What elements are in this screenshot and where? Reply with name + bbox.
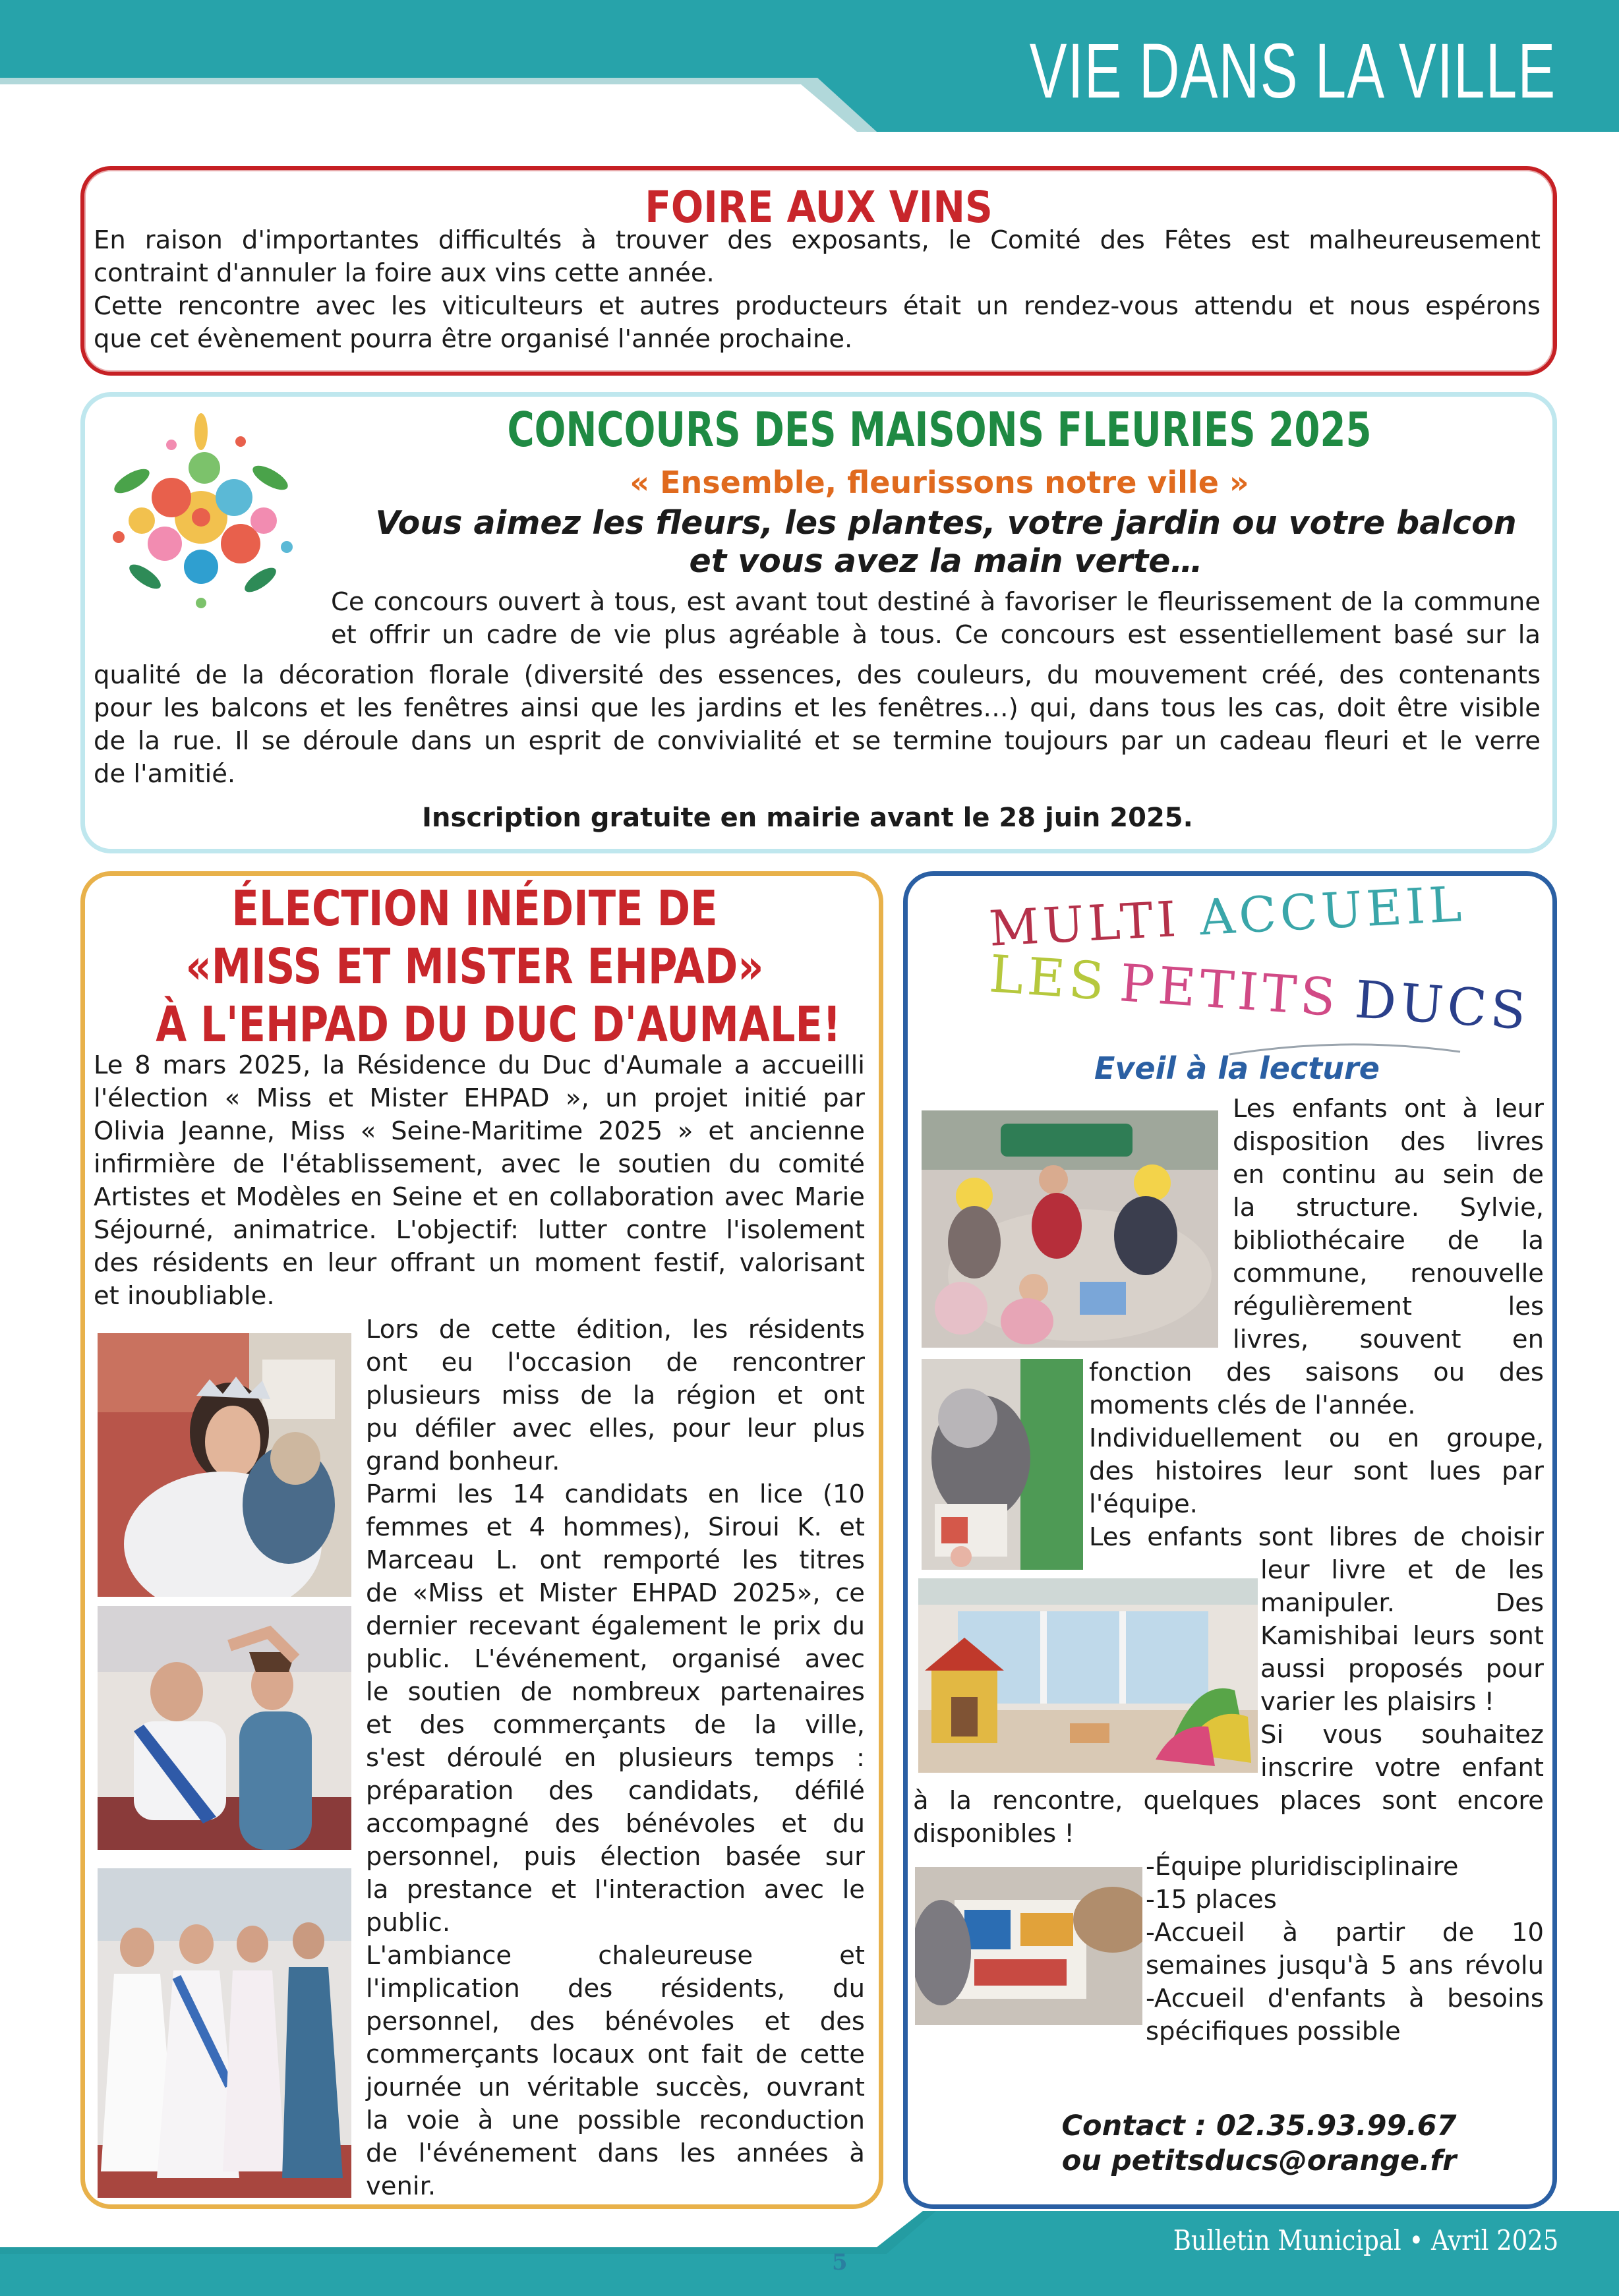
foire-text bbox=[94, 224, 1541, 356]
concours-line: et offrir un cadre de vie plus agréable à tous. Ce concours est essentiellement basé sur la bbox=[331, 620, 1541, 650]
photo-playroom bbox=[918, 1578, 1258, 1773]
election-side-line: de «Miss et Mister EHPAD 2025», ce bbox=[366, 1578, 865, 1608]
ma-feature: -Accueil d'enfants à besoins bbox=[1146, 1984, 1544, 2013]
election-side-line: la voie à une possible reconduction bbox=[366, 2106, 865, 2135]
ma-line: Les enfants sont libres de choisir bbox=[1089, 1522, 1544, 1552]
contact-block bbox=[969, 2109, 1549, 2179]
page-number: 5 bbox=[832, 2249, 848, 2276]
ma-line: inscrire votre enfant bbox=[1260, 1753, 1544, 1783]
election-side-line: L'ambiance chaleureuse et bbox=[366, 1941, 865, 1970]
election-side-line: Parmi les 14 candidats en lice (10 bbox=[366, 1479, 865, 1509]
election-side-line: le soutien de nombreux partenaires bbox=[366, 1677, 865, 1707]
election-side-line: journée un véritable succès, ouvrant bbox=[366, 2073, 865, 2102]
concours-line: qualité de la décoration florale (diversité des essences, des couleurs, du mouvement créé, des contenants bbox=[94, 660, 1541, 690]
ma-line: disposition des livres bbox=[1233, 1127, 1544, 1157]
election-side-line: public. bbox=[366, 1908, 451, 1937]
ma-feature: -Accueil à partir de 10 bbox=[1146, 1918, 1544, 1947]
contact-email: ou petitsducs@orange.fr bbox=[1061, 2144, 1457, 2177]
ma-block2 bbox=[1089, 1356, 1544, 1554]
photo-kamishibai bbox=[915, 1867, 1142, 2025]
election-side-line: Marceau L. ont remporté les titres bbox=[366, 1545, 865, 1575]
election-intro-line: Séjourné, animatrice. L'objectif: lutter contre l'isolement bbox=[94, 1215, 865, 1245]
ma-line: la structure. Sylvie, bbox=[1233, 1193, 1544, 1222]
photo-miss-hug bbox=[98, 1333, 351, 1597]
photo-child-book bbox=[922, 1359, 1083, 1570]
concours-lead-line: et vous avez la main verte… bbox=[689, 542, 1203, 580]
ma-line: Si vous souhaitez bbox=[1260, 1720, 1544, 1750]
election-side-line: la prestance et l'interaction avec le bbox=[366, 1875, 865, 1905]
concours-line: Ce concours ouvert à tous, est avant tout destiné à favoriser le fleurissement de la commune bbox=[331, 587, 1541, 617]
election-title-line: ÉLECTION INÉDITE DE bbox=[231, 880, 718, 937]
logo-word: LES bbox=[987, 944, 1110, 1012]
ma-feature: -15 places bbox=[1146, 1885, 1277, 1914]
ma-block1 bbox=[1233, 1093, 1544, 1356]
ma-line: l'équipe. bbox=[1089, 1489, 1198, 1519]
election-intro-line: infirmière de l'établissement, avec le soutien du comité bbox=[94, 1149, 865, 1179]
election-side-line: personnel, des bénévoles et des bbox=[366, 2007, 865, 2036]
election-side-line: personnel, puis élection basée sur bbox=[366, 1842, 865, 1872]
photo-children-reading bbox=[922, 1110, 1218, 1348]
concours-title: CONCOURS DES MAISONS FLEURIES 2025 bbox=[507, 402, 1372, 457]
logo-word: MULTI bbox=[987, 890, 1182, 958]
logo-word: DUCS bbox=[1353, 970, 1532, 1042]
concours-line: de l'amitié. bbox=[94, 759, 236, 789]
foire-line: que cet évènement pourra être organisé l'année prochaine. bbox=[94, 324, 853, 354]
election-side-line: préparation des candidats, défilé bbox=[366, 1776, 865, 1806]
election-side-line: venir. bbox=[366, 2171, 436, 2201]
election-title-line: À L'EHPAD DU DUC D'AUMALE! bbox=[156, 996, 841, 1053]
election-side-line: public. L'événement, organisé avec bbox=[366, 1644, 865, 1674]
election-side-line: dernier recevant également le prix du bbox=[366, 1611, 865, 1641]
ma-block4 bbox=[913, 1785, 1544, 1851]
ma-line: varier les plaisirs ! bbox=[1260, 1687, 1495, 1717]
election-intro-line: Olivia Jeanne, Miss « Seine-Maritime 2025 » et ancienne bbox=[94, 1116, 865, 1146]
section-title: VIE DANS LA VILLE bbox=[1030, 28, 1556, 115]
election-side-line: grand bonheur. bbox=[366, 1447, 560, 1476]
election-intro-line: l'élection « Miss et Mister EHPAD », un projet initié par bbox=[94, 1083, 865, 1113]
ma-line: manipuler. Des bbox=[1260, 1588, 1544, 1618]
election-side-line: plusieurs miss de la région et ont bbox=[366, 1381, 865, 1410]
ma-line: des histoires leur sont lues par bbox=[1089, 1456, 1544, 1486]
election-side-line: de l'événement dans les années à bbox=[366, 2138, 865, 2168]
concours-inscription: Inscription gratuite en mairie avant le 28 juin 2025. bbox=[422, 803, 1193, 833]
concours-slogan: « Ensemble, fleurissons notre ville » bbox=[630, 465, 1249, 500]
foire-line: Cette rencontre avec les viticulteurs et autres producteurs était un rendez-vous attendu et nous espérons bbox=[94, 291, 1541, 321]
concours-lead bbox=[343, 504, 1549, 581]
ma-line: moments clés de l'année. bbox=[1089, 1391, 1416, 1420]
ma-line: à la rencontre, quelques places sont encore bbox=[913, 1786, 1544, 1816]
footer-bulletin: Bulletin Municipal • Avril 2025 bbox=[1173, 2224, 1558, 2256]
election-side-line: pu défiler avec elles, pour leur plus bbox=[366, 1414, 865, 1443]
ma-line: disponibles ! bbox=[913, 1819, 1074, 1849]
logo-word: PETITS bbox=[1117, 954, 1341, 1029]
foire-line: En raison d'importantes difficultés à trouver des exposants, le Comité des Fêtes est malheureusement bbox=[94, 225, 1541, 255]
election-intro-line: Artistes et Modèles en Seine et en collaboration avec Marie bbox=[94, 1182, 865, 1212]
foire-title: FOIRE AUX VINS bbox=[645, 182, 993, 233]
ma-line: Kamishibai leurs sont bbox=[1260, 1621, 1544, 1651]
ma-line: Individuellement ou en groupe, bbox=[1089, 1423, 1544, 1453]
ma-line: aussi proposés pour bbox=[1260, 1654, 1544, 1684]
flower-bouquet-illustration bbox=[92, 405, 310, 623]
logo-word: ACCUEIL bbox=[1198, 876, 1467, 947]
election-side-line: s'est déroulé en plusieurs temps : bbox=[366, 1743, 865, 1773]
contact-phone: Contact : 02.35.93.99.67 bbox=[1061, 2109, 1457, 2142]
election-side-line: l'implication des résidents, du bbox=[366, 1974, 865, 2003]
ma-line: Les enfants ont à leur bbox=[1233, 1094, 1544, 1124]
ma-line: en continu au sein de bbox=[1233, 1160, 1544, 1190]
ma-line: livres, souvent en bbox=[1233, 1325, 1544, 1354]
ma-block3 bbox=[1260, 1554, 1544, 1785]
ma-feature: spécifiques possible bbox=[1146, 2017, 1401, 2046]
election-side-text bbox=[366, 1313, 865, 2203]
election-intro-line: des résidents en leur offrant un moment festif, valorisant bbox=[94, 1248, 865, 1278]
ma-line: leur livre et de les bbox=[1260, 1555, 1544, 1585]
election-title bbox=[156, 880, 841, 1054]
election-side-line: accompagné des bénévoles et du bbox=[366, 1809, 865, 1839]
ma-line: régulièrement les bbox=[1233, 1292, 1544, 1321]
photo-candidates bbox=[98, 1868, 351, 2198]
concours-lead-line: Vous aimez les fleurs, les plantes, votre jardin ou votre balcon bbox=[375, 504, 1517, 542]
election-side-line: commerçants locaux ont fait de cette bbox=[366, 2040, 865, 2069]
photo-crowning bbox=[98, 1606, 351, 1850]
concours-line: de la rue. Il se déroule dans un esprit de convivialité et se termine toujours par un cadeau fleuri et le verre bbox=[94, 726, 1541, 756]
election-intro bbox=[94, 1049, 865, 1313]
ma-features bbox=[1146, 1851, 1544, 2048]
election-intro-line: et inoubliable. bbox=[94, 1281, 275, 1311]
ma-line: bibliothécaire de la bbox=[1233, 1226, 1544, 1255]
election-intro-line: Le 8 mars 2025, la Résidence du Duc d'Aumale a accueilli bbox=[94, 1050, 865, 1080]
election-side-line: ont eu l'occasion de rencontrer bbox=[366, 1348, 865, 1377]
election-side-line: Lors de cette édition, les résidents bbox=[366, 1315, 865, 1344]
ma-line: fonction des saisons ou des bbox=[1089, 1358, 1544, 1387]
foire-line: contraint d'annuler la foire aux vins cette année. bbox=[94, 258, 715, 288]
election-side-line: et des commerçants de la ville, bbox=[366, 1710, 865, 1740]
election-title-line: «MISS ET MISTER EHPAD» bbox=[185, 938, 764, 995]
eveil-title: Eveil à la lecture bbox=[1094, 1050, 1380, 1086]
election-side-line: femmes et 4 hommes), Siroui K. et bbox=[366, 1512, 865, 1542]
concours-line: pour les balcons et les fenêtres ainsi que les jardins et les fenêtres…) qui, dans tous les cas, doit être visible bbox=[94, 693, 1541, 723]
ma-feature: -Équipe pluridisciplinaire bbox=[1146, 1852, 1459, 1881]
ma-line: commune, renouvelle bbox=[1233, 1259, 1544, 1288]
concours-body bbox=[331, 586, 1541, 652]
concours-body-full bbox=[94, 659, 1541, 791]
ma-feature: semaines jusqu'à 5 ans révolu bbox=[1146, 1951, 1544, 1980]
